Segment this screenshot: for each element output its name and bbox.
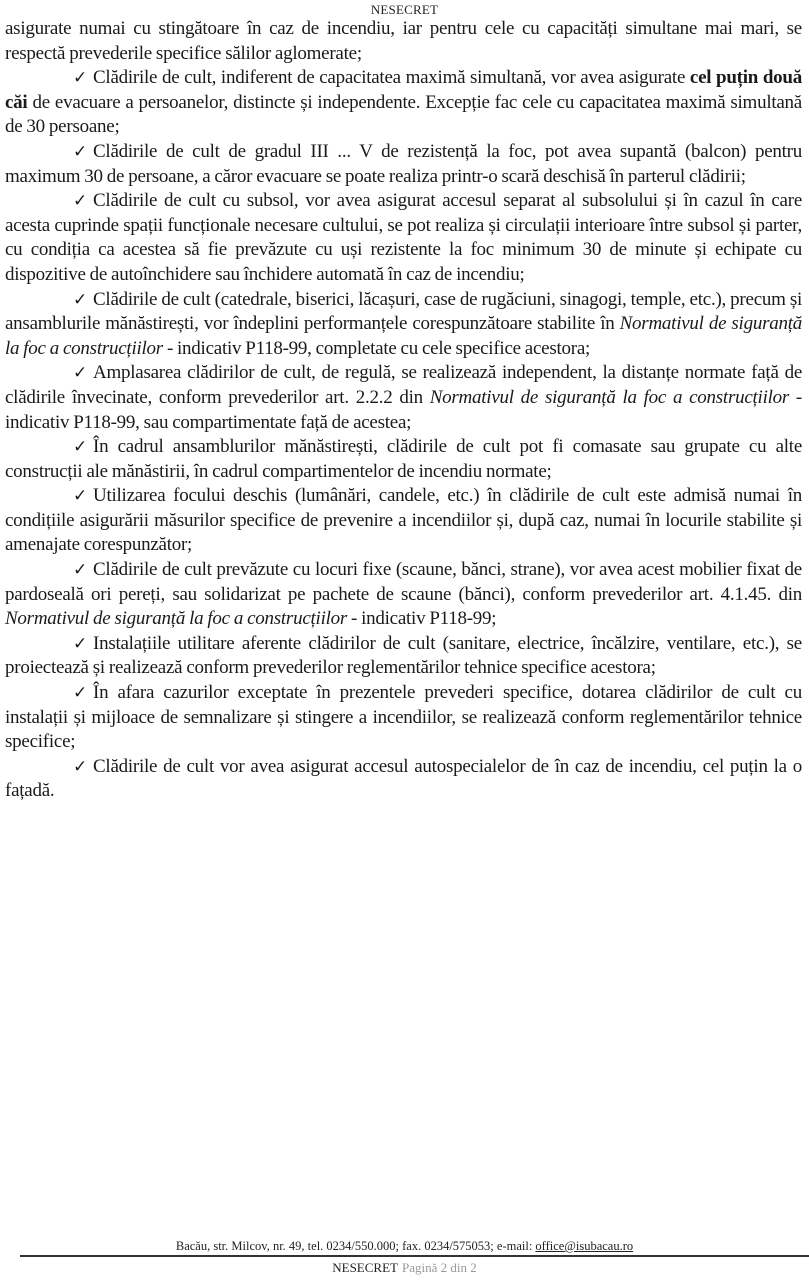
bullet-paragraph [5, 681, 802, 755]
paragraph-text: - indicativ P118-99; [347, 608, 497, 630]
bullet-paragraph [5, 755, 802, 804]
paragraph-text: Utilizarea focului deschis (lumânări, candele, etc.) în clădirile de cult este admisă numai în condițiile asigurării măsurilor specifice de prevenire a incendiilor și, după caz, numai în locurile stabilite și amenajate corespunzător; [5, 485, 802, 556]
paragraph-text: În cadrul ansamblurilor mănăstirești, clădirile de cult pot fi comasate sau grupate cu alte construcții ale mănăstirii, în cadrul compartimentelor de incendiu normate; [5, 436, 802, 482]
bullet-paragraph [5, 189, 802, 287]
paragraph-text: În afara cazurilor exceptate în prezentele prevederi specifice, dotarea clădirilor de cult cu instalații și mijloace de semnalizare și stingere a incendiilor, se realizează conform reglementărilor tehnice specifice; [5, 682, 802, 753]
bullet-paragraph [5, 558, 802, 632]
paragraph-text: Clădirile de cult de gradul III ... V de rezistență la foc, pot avea supantă (balcon) pentru maximum 30 de persoane, a căror evacuare se poate realiza printr-o scară deschisă în parterul clădirii; [5, 140, 802, 187]
paragraph-text: - indicativ P118-99, sau compartimentate față de acestea; [5, 386, 802, 433]
document-body [5, 17, 802, 804]
bullet-paragraph [5, 66, 802, 140]
paragraph-text: Clădirile de cult (catedrale, biserici, lăcașuri, case de rugăciuni, sinagogi, temple, etc.), precum și ansamblurile mănăstirești, vor îndeplini performanțele corespunzătoare stabilite în [5, 288, 802, 335]
paragraph-text: Clădirile de cult prevăzute cu locuri fixe (scaune, bănci, strane), vor avea acest mobilier fixat de pardoseală ori pereți, sau solidarizat pe pachete de scaune (bănci), conform prevederilor art. 4.1.45. din [5, 559, 802, 605]
paragraph-text: asigurate numai cu stingătoare în caz de incendiu, iar pentru cele cu capacități simultane mai mari, se respectă prevederile specifice sălilor aglomerate; [5, 18, 802, 64]
footer-address [0, 1238, 809, 1254]
paragraph-text: - indicativ P118-99, completate cu cele specifice acestora; [162, 337, 591, 359]
bullet-paragraph [5, 435, 802, 484]
header-classification: NESECRET [370, 2, 439, 17]
bullet-paragraph [5, 140, 802, 189]
check-mark-icon: ✓ [73, 289, 87, 310]
page-spacer [0, 804, 809, 1238]
paragraph-text: Clădirile de cult cu subsol, vor avea asigurat accesul separat al subsolului și în cazul în care acesta cuprinde spații funcționale necesare cultului, se pot realiza și circulații interioare între subsol și parter, cu condiția ca acestea să fie prevăzute cu uși rezistente la foc minimum 30 de minute și echipate cu dispozitive de autoînchidere sau închidere automată în caz de incendiu; [5, 190, 802, 285]
check-mark-icon: ✓ [73, 68, 87, 89]
document-reference: Normativul de siguranță la foc a construcțiilor [5, 608, 348, 630]
page-footer [0, 1238, 809, 1280]
footer-divider [20, 1255, 809, 1257]
check-mark-icon: ✓ [73, 437, 87, 458]
check-mark-icon: ✓ [73, 141, 87, 162]
bullet-paragraph [5, 288, 802, 362]
continuation-paragraph [5, 17, 802, 66]
check-mark-icon: ✓ [73, 633, 87, 654]
check-mark-icon: ✓ [73, 756, 87, 777]
document-reference: Normativul de siguranță la foc a construcțiilor [429, 386, 790, 408]
check-mark-icon: ✓ [73, 560, 87, 581]
page-number: Pagină 2 din 2 [401, 1260, 477, 1275]
paragraph-text: Clădirile de cult vor avea asigurat accesul autospecialelor de în caz de incendiu, cel puțin la o fațadă. [5, 755, 802, 802]
check-mark-icon: ✓ [73, 363, 87, 384]
bullet-paragraph [5, 361, 802, 435]
footer-email-link[interactable]: office@isubacau.ro [535, 1239, 634, 1253]
footer-classification-line [0, 1260, 809, 1276]
bullet-paragraph [5, 632, 802, 681]
paragraph-text: Instalațiile utilitare aferente clădirilor de cult (sanitare, electrice, încălzire, ventilare, etc.), se proiectează și realizează conform prevederilor reglementărilor tehnice specifice acestora; [5, 632, 802, 679]
footer-address-text: Bacău, str. Milcov, nr. 49, tel. 0234/550.000; fax. 0234/575053; e-mail: [175, 1239, 536, 1253]
check-mark-icon: ✓ [73, 683, 87, 704]
check-mark-icon: ✓ [73, 191, 87, 212]
paragraph-text: de evacuare a persoanelor, distincte și independente. Excepție fac cele cu capacitatea maximă simultană de 30 persoane; [5, 91, 802, 138]
bullet-paragraph [5, 484, 802, 558]
footer-classification: NESECRET [332, 1260, 398, 1275]
check-mark-icon: ✓ [73, 486, 87, 507]
document-reference: Normativul de siguranță la foc a construcțiilor [5, 313, 802, 359]
emphasis-text: cel puțin două căi [5, 67, 802, 113]
paragraph-text: Amplasarea clădirilor de cult, de regulă, se realizează independent, la distanțe normate față de clădirile învecinate, conform prevederilor art. 2.2.2 din [5, 362, 802, 408]
paragraph-text: Clădirile de cult, indiferent de capacitatea maximă simultană, vor avea asigurate [93, 67, 690, 89]
